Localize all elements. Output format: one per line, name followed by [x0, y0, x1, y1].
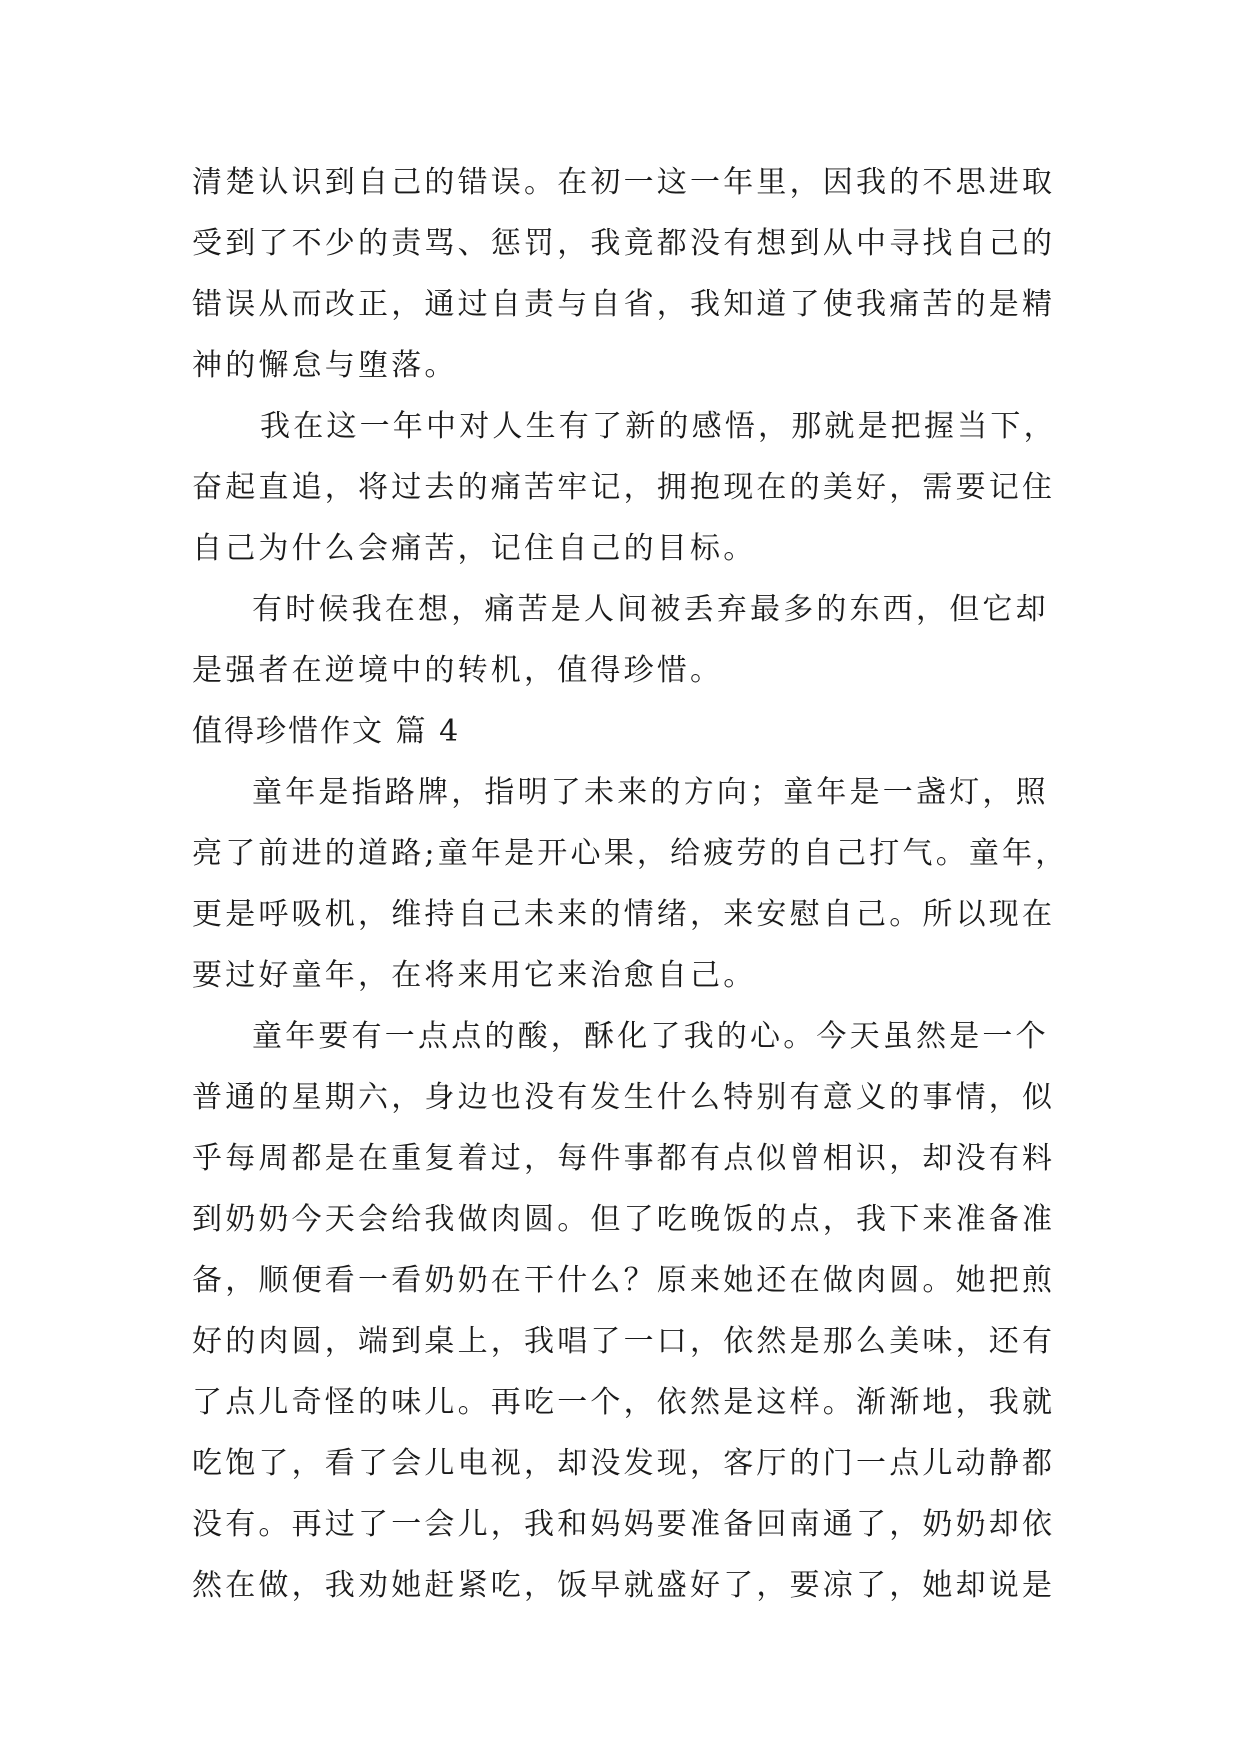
text-line: 神的懈怠与堕落。: [192, 348, 458, 383]
heading-text: 值得珍惜作文 篇 4: [192, 714, 461, 749]
paragraph: [192, 152, 1056, 396]
paragraph: [192, 396, 1057, 579]
text-line: 受到了不少的责骂、惩罚，我竟都没有想到从中寻找自己的: [192, 226, 1056, 261]
text-line: 备，顺便看一看奶奶在干什么？原来她还在做肉圆。她把煎: [192, 1263, 1056, 1298]
text-line: 奋起直追，将过去的痛苦牢记，拥抱现在的美好，需要记住: [192, 470, 1056, 505]
text-line: 然在做，我劝她赶紧吃，饭早就盛好了，要凉了，她却说是: [192, 1568, 1056, 1603]
paragraph: [192, 762, 1069, 1006]
text-line: 有时候我在想，痛苦是人间被丢弃最多的东西，但它却: [252, 592, 1049, 627]
text-line: 我在这一年中对人生有了新的感悟，那就是把握当下，: [260, 409, 1057, 444]
document-body: [192, 152, 1069, 1616]
text-line: 更是呼吸机，维持自己未来的情绪，来安慰自己。所以现在: [192, 897, 1056, 932]
text-line: 没有。再过了一会儿，我和妈妈要准备回南通了，奶奶却依: [192, 1507, 1056, 1542]
text-line: 清楚认识到自己的错误。在初一这一年里，因我的不思进取: [192, 165, 1056, 200]
paragraph: [192, 579, 1052, 701]
text-line: 乎每周都是在重复着过，每件事都有点似曾相识，却没有料: [192, 1141, 1056, 1176]
text-line: 了点儿奇怪的味儿。再吃一个，依然是这样。渐渐地，我就: [192, 1385, 1056, 1420]
text-line: 到奶奶今天会给我做肉圆。但了吃晚饭的点，我下来准备准: [192, 1202, 1056, 1237]
text-line: 童年是指路牌，指明了未来的方向；童年是一盏灯，照: [252, 775, 1049, 810]
text-line: 童年要有一点点的酸，酥化了我的心。今天虽然是一个: [252, 1019, 1049, 1054]
text-line: 要过好童年，在将来用它来治愈自己。: [192, 958, 757, 993]
section-heading: [192, 701, 1052, 762]
text-line: 是强者在逆境中的转机，值得珍惜。: [192, 653, 724, 688]
paragraph: [192, 1006, 1056, 1616]
text-line: 吃饱了，看了会儿电视，却没发现，客厅的门一点儿动静都: [192, 1446, 1056, 1481]
text-line: 亮了前进的道路;童年是开心果，给疲劳的自己打气。童年，: [192, 836, 1069, 871]
text-line: 好的肉圆，端到桌上，我唱了一口，依然是那么美味，还有: [192, 1324, 1056, 1359]
text-line: 普通的星期六，身边也没有发生什么特别有意义的事情，似: [192, 1080, 1056, 1115]
text-line: 错误从而改正，通过自责与自省，我知道了使我痛苦的是精: [192, 287, 1056, 322]
text-line: 自己为什么会痛苦，记住自己的目标。: [192, 531, 757, 566]
